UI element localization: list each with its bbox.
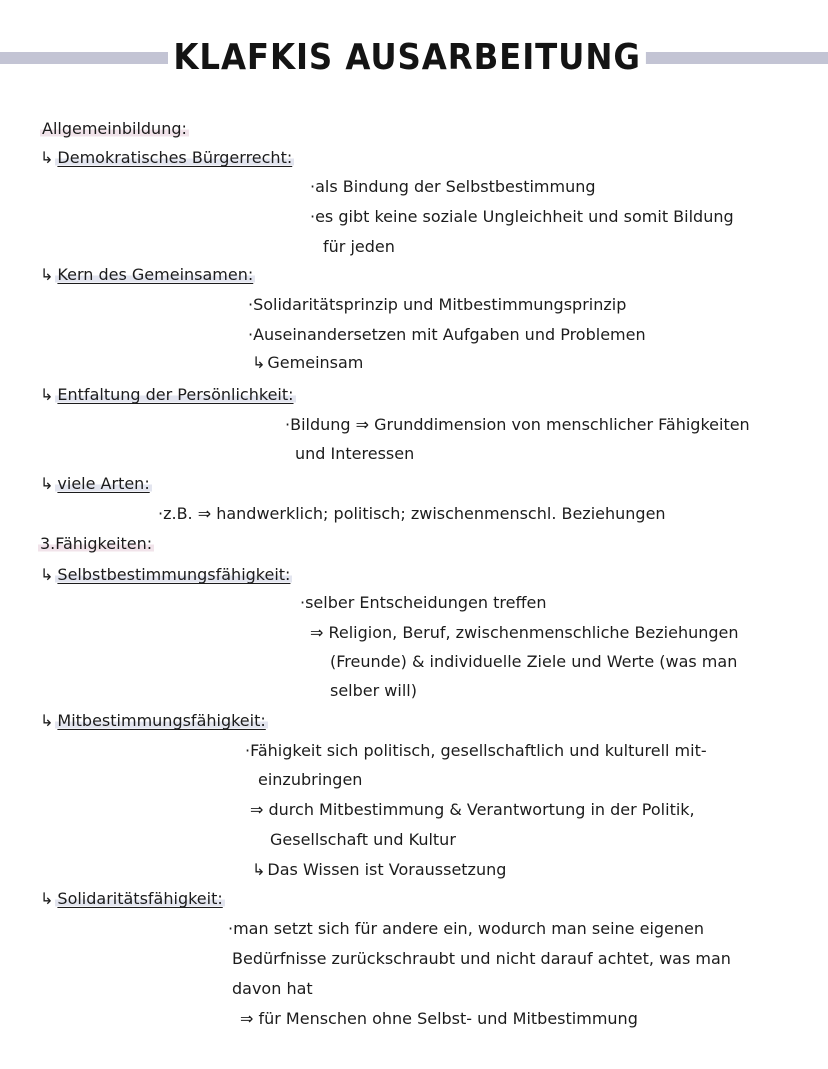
sub-arrow-icon: ↳ [40, 385, 54, 404]
heading-drei-faehigkeiten: 3.Fähigkeiten: [40, 534, 153, 553]
sub-arrow-icon: ↳ [40, 148, 54, 167]
heading-selbstbestimmungsfaehigkeit: ↳ Selbstbestimmungsfähigkeit: [40, 565, 291, 584]
note-line: Bedürfnisse zurückschraubt und nicht darauf achtet, was man [232, 949, 731, 968]
sub-arrow-icon: ↳ [40, 889, 54, 908]
sub-arrow-icon: ↳ [40, 711, 54, 730]
note-line: ↳ Gemeinsam [252, 353, 364, 372]
heading-kern-des-gemeinsamen: ↳ Kern des Gemeinsamen: [40, 265, 254, 284]
heading-entfaltung-der-persoenlichkeit: ↳ Entfaltung der Persönlichkeit: [40, 385, 294, 404]
note-line: ·Fähigkeit sich politisch, gesellschaftlich und kulturell mit- [245, 741, 707, 760]
note-line: und Interessen [295, 444, 415, 463]
note-line: (Freunde) & individuelle Ziele und Werte (was man [330, 652, 738, 671]
note-line: ·als Bindung der Selbstbestimmung [310, 177, 596, 196]
note-line: ·Bildung ⇒ Grunddimension von menschlicher Fähigkeiten [285, 415, 750, 434]
note-line: davon hat [232, 979, 313, 998]
sub-arrow-icon: ↳ [252, 353, 266, 372]
note-line: ⇒ für Menschen ohne Selbst- und Mitbestimmung [240, 1009, 638, 1028]
sub-arrow-icon: ↳ [40, 565, 54, 584]
heading-viele-arten: ↳ viele Arten: [40, 474, 150, 493]
note-line: Gesellschaft und Kultur [270, 830, 456, 849]
heading-mitbestimmungsfaehigkeit: ↳ Mitbestimmungsfähigkeit: [40, 711, 266, 730]
note-line: ⇒ durch Mitbestimmung & Verantwortung in der Politik, [250, 800, 695, 819]
note-line: ·Auseinandersetzen mit Aufgaben und Problemen [248, 325, 646, 344]
note-line: ⇒ Religion, Beruf, zwischenmenschliche Beziehungen [310, 623, 739, 642]
sub-arrow-icon: ↳ [40, 265, 54, 284]
note-line: ·Solidaritätsprinzip und Mitbestimmungsprinzip [248, 295, 627, 314]
page-title: KLAFKIS AUSARBEITUNG [168, 36, 646, 80]
note-line: für jeden [323, 237, 395, 256]
note-line: ·man setzt sich für andere ein, wodurch man seine eigenen [228, 919, 705, 938]
note-line: ·z.B. ⇒ handwerklich; politisch; zwischenmenschl. Beziehungen [158, 504, 666, 523]
sub-arrow-icon: ↳ [40, 474, 54, 493]
sub-arrow-icon: ↳ [252, 860, 266, 879]
heading-allgemeinbildung: Allgemeinbildung: [42, 119, 187, 138]
note-line: ↳ Das Wissen ist Voraussetzung [252, 860, 507, 879]
note-line: ·selber Entscheidungen treffen [300, 593, 547, 612]
note-line: ·es gibt keine soziale Ungleichheit und somit Bildung [310, 207, 734, 226]
heading-demokratisches-buergerrecht: ↳ Demokratisches Bürgerrecht: [40, 148, 293, 167]
note-line: einzubringen [258, 770, 363, 789]
note-line: selber will) [330, 681, 417, 700]
heading-solidaritaetsfaehigkeit: ↳ Solidaritätsfähigkeit: [40, 889, 223, 908]
